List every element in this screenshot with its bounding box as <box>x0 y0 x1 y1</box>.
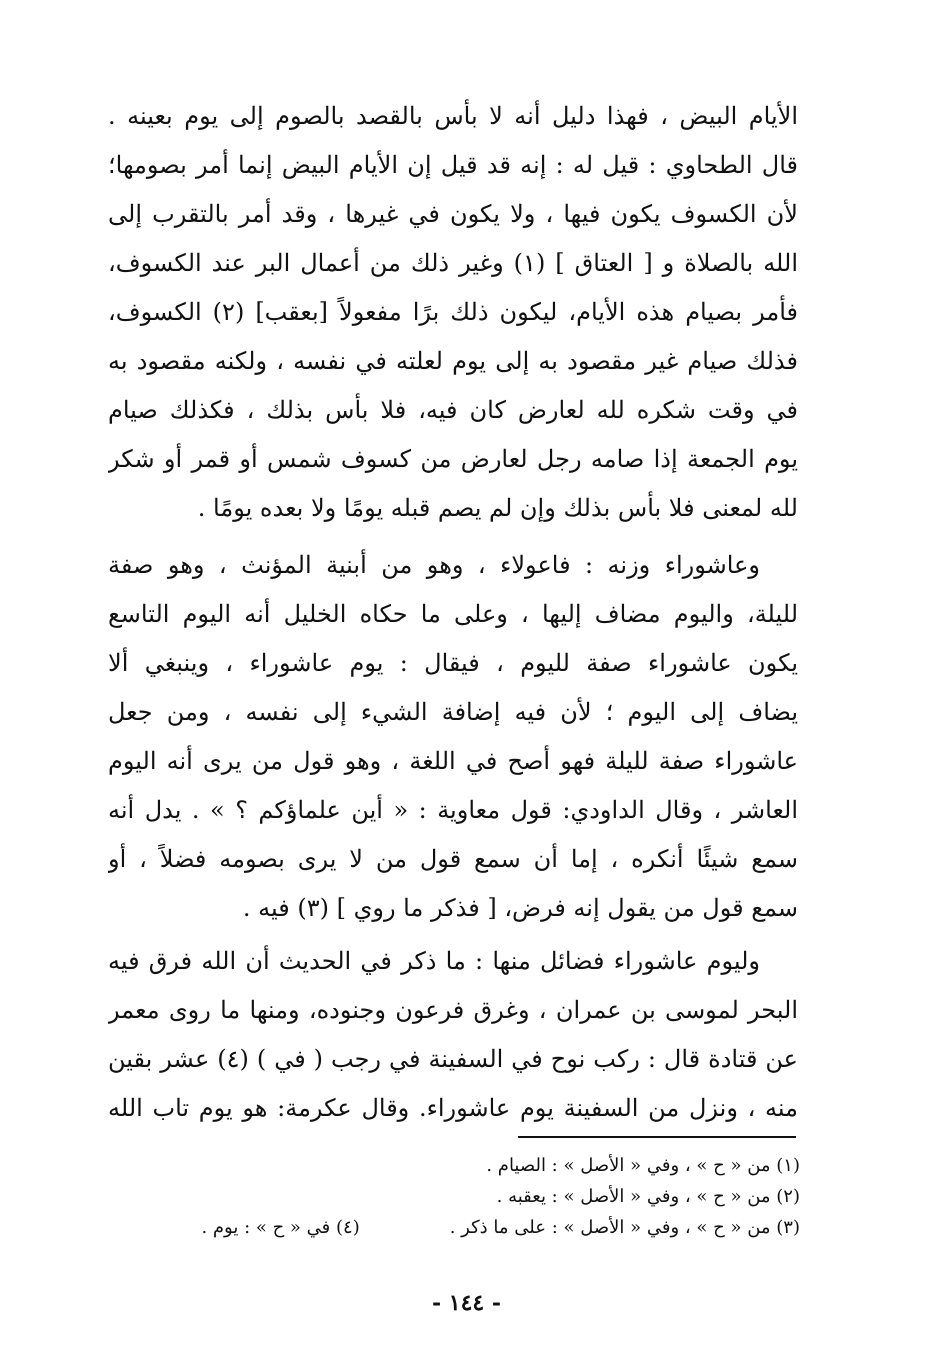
text-line: العاشر ، وقال الداودي: قول معاوية : « أين علماؤكم ؟ » . يدل أنه <box>108 796 798 824</box>
text-line: الله بالصلاة و [ العتاق ] (١) وغير ذلك من أعمال البر عند الكسوف، <box>108 249 798 277</box>
text-line: فأمر بصيام هذه الأيام، ليكون ذلك برًا مفعولاً [بعقب] (٢) الكسوف، <box>108 298 798 326</box>
footnote: (١) من « ح » ، وفي « الأصل » : الصيام . <box>486 1155 800 1176</box>
page-number: - ١٤٤ - <box>431 1290 502 1316</box>
text-line: البحر لموسى بن عمران ، وغرق فرعون وجنوده، ومنها ما روى معمر <box>108 996 798 1024</box>
text-line: فذلك صيام غير مقصود به إلى يوم لعلته في نفسه ، ولكنه مقصود به <box>108 347 798 375</box>
text-line: يضاف إلى اليوم ؛ لأن فيه إضافة الشيء إلى نفسه ، ومن جعل <box>108 698 798 726</box>
text-line: سمع شيئًا أنكره ، إما أن سمع قول من لا يرى بصومه فضلاً ، أو <box>108 845 798 873</box>
footnote: (٤) في « ح » : يوم . <box>201 1217 360 1238</box>
footnote-divider <box>518 1136 796 1138</box>
footnote: (٢) من « ح » ، وفي « الأصل » : يعقبه . <box>496 1186 800 1207</box>
text-line: في وقت شكره لله لعارض كان فيه، فلا بأس بذلك ، فكذلك صيام <box>108 396 798 424</box>
text-line: لأن الكسوف يكون فيها ، ولا يكون في غيرها ، وقد أمر بالتقرب إلى <box>108 200 798 228</box>
text-line: وعاشوراء وزنه : فاعولاء ، وهو من أبنية المؤنث ، وهو صفة <box>108 551 760 579</box>
text-line: يوم الجمعة إذا صامه رجل لعارض من كسوف شمس أو قمر أو شكر <box>108 445 798 473</box>
paragraph-2 <box>108 541 798 933</box>
text-line: سمع قول من يقول إنه فرض، [ فذكر ما روي ] (٣) فيه . <box>242 894 798 922</box>
paragraph-3 <box>108 937 798 1133</box>
text-line: وليوم عاشوراء فضائل منها : ما ذكر في الحديث أن الله فرق فيه <box>108 947 760 975</box>
text-line: يكون عاشوراء صفة لليوم ، فيقال : يوم عاشوراء ، وينبغي ألا <box>108 649 798 677</box>
text-line: منه ، ونزل من السفينة يوم عاشوراء. وقال عكرمة: هو يوم تاب الله <box>108 1094 798 1122</box>
text-line: لليلة، واليوم مضاف إليها ، وعلى ما حكاه الخليل أنه اليوم التاسع <box>108 600 798 628</box>
text-line: الأيام البيض ، فهذا دليل أنه لا بأس بالقصد بالصوم إلى يوم بعينه . <box>108 102 798 130</box>
text-line: عن قتادة قال : ركب نوح في السفينة في رجب ( في ) (٤) عشر بقين <box>108 1045 798 1073</box>
footnote-row <box>120 1212 800 1243</box>
footnotes <box>120 1150 800 1243</box>
text-line: لله لمعنى فلا بأس بذلك وإن لم يصم قبله يومًا ولا بعده يومًا . <box>197 494 798 522</box>
footnote: (٣) من « ح » ، وفي « الأصل » : على ما ذكر . <box>449 1217 800 1238</box>
paragraph-1 <box>108 92 798 533</box>
text-line: قال الطحاوي : قيل له : إنه قد قيل إن الأيام البيض إنما أمر بصومها؛ <box>108 151 798 179</box>
text-line: عاشوراء صفة لليلة فهو أصح في اللغة ، وهو قول من يرى أنه اليوم <box>108 747 798 775</box>
